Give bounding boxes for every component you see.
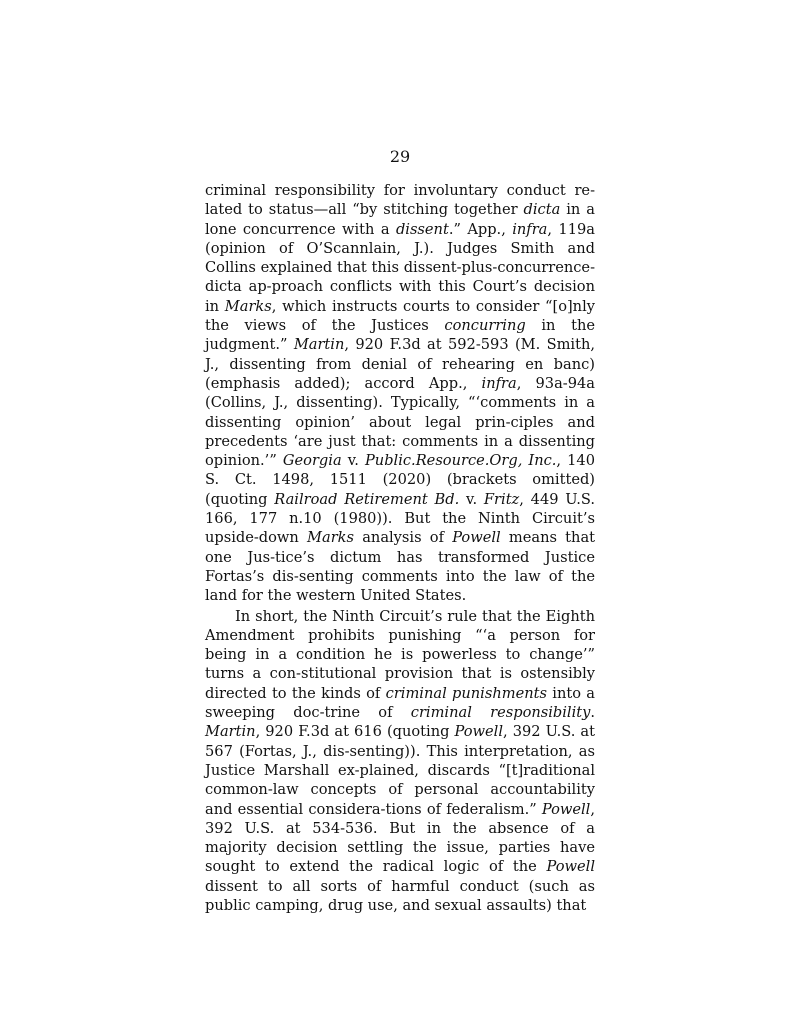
text-run: , 392 U.S. at 534-536. But in the absence of a majority decision settling the issue, parties have sought to extend the radical logic of the (205, 800, 595, 876)
text-run: , 140 S. Ct. 1498, 1511 (2020) (brackets omitted) (quoting (205, 452, 595, 508)
italic-text: dissent (395, 220, 449, 238)
text-run: , 392 U.S. at 567 (Fortas, J., dis-senting)). This interpretation, as Justice Marshall ex-plained, discards “[t]raditional common-law concepts of personal accountability and essential considera-tions of federalism.” (205, 723, 595, 818)
italic-text: criminal punishments (385, 684, 547, 702)
italic-text: infra (512, 220, 548, 238)
italic-text: criminal responsibility (410, 704, 591, 722)
italic-text: Martin (293, 336, 345, 354)
text-run: in the judgment.” (205, 317, 595, 354)
italic-text: Powell (452, 529, 501, 547)
paragraph (205, 607, 595, 916)
italic-text: Railroad Retirement Bd. (274, 490, 460, 508)
text-run: , which instructs courts to consider “[o]nly the views of the Justices (205, 297, 595, 335)
text-run: means that one Jus-tice’s dictum has transformed Justice Fortas’s dis-senting comments into the law of the land for the western United States. (205, 529, 596, 605)
italic-text: Powell (454, 723, 503, 741)
italic-text: Georgia (282, 452, 342, 470)
paragraph (205, 181, 595, 606)
text-run: v. (459, 490, 484, 508)
text-run: analysis of (354, 529, 453, 547)
text-run: in a lone concurrence with a (205, 201, 596, 238)
italic-text: Public.Resource.Org, Inc. (364, 452, 557, 470)
italic-text: infra (481, 374, 517, 392)
italic-text: Fritz (483, 490, 520, 508)
text-run: , 93a-94a (Collins, J., dissenting). Typically, “‘comments in a dissenting opinion’ about legal prin-ciples and precedents ‘are just that: comments in a dissenting opinion.’” (205, 374, 595, 470)
italic-text: Martin (205, 723, 256, 741)
body-text (205, 181, 595, 915)
text-run: , 449 U.S. 166, 177 n.10 (1980)). But the Ninth Circuit’s upside-down (205, 490, 596, 547)
text-run: , 920 F.3d at 592-593 (M. Smith, J., dissenting from denial of rehearing en banc) (emphasis added); accord App., (205, 336, 595, 392)
text-run: criminal responsibility for involuntary conduct re-lated to status—all “by stitching together (205, 182, 595, 219)
text-run: dissent to all sorts of harmful conduct (such as public camping, drug use, and sexual assaults) that (205, 877, 595, 914)
text-run: . (590, 704, 595, 722)
italic-text: dicta (523, 201, 561, 219)
italic-text: Powell (541, 800, 591, 818)
text-run: into a sweeping doc-trine of (205, 684, 595, 722)
text-run: v. (341, 452, 365, 470)
page-number: 29 (389, 147, 411, 166)
italic-text: Marks (307, 529, 354, 547)
text-run: , 119a (opinion of O’Scannlain, J.). Judges Smith and Collins explained that this dissent-plus-concurrence-dicta ap-proach conflicts with this Court’s decision in (205, 220, 595, 315)
italic-text: Powell (546, 858, 595, 876)
text-run: .” App., (448, 220, 513, 238)
italic-text: Marks (224, 297, 272, 315)
text-run: , 920 F.3d at 616 (quoting (255, 723, 455, 741)
text-run: In short, the Ninth Circuit’s rule that the Eighth Amendment prohibits punishing “‘a person for being in a condition he is powerless to change’” turns a con-stitutional provision that is ostensibly directed to the kinds of (205, 607, 595, 702)
italic-text: concurring (444, 317, 526, 335)
